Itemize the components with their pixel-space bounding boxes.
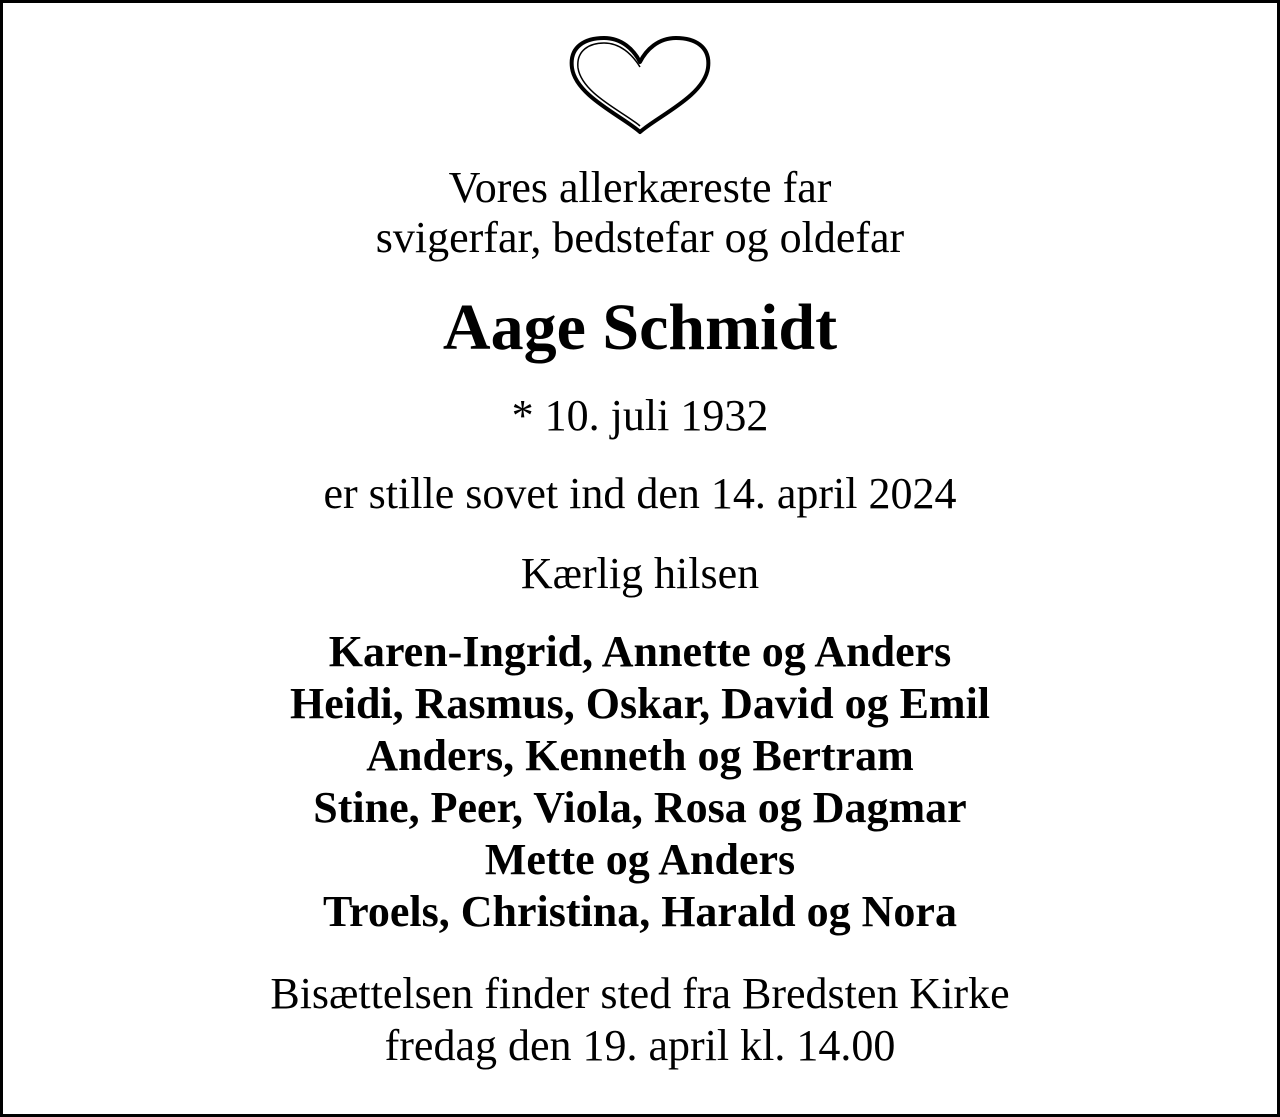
family-line: Troels, Christina, Harald og Nora <box>323 887 957 936</box>
family-line: Stine, Peer, Viola, Rosa og Dagmar <box>313 783 967 832</box>
service-line-1: Bisættelsen finder sted fra Bredsten Kirke <box>270 969 1010 1018</box>
greeting: Kærlig hilsen <box>520 549 760 598</box>
death-date: er stille sovet ind den 14. april 2024 <box>323 469 957 518</box>
family-line: Mette og Anders <box>484 835 796 884</box>
family-line: Anders, Kenneth og Bertram <box>366 731 914 780</box>
intro-line-1: Vores allerkæreste far <box>448 163 832 212</box>
deceased-name: Aage Schmidt <box>442 291 838 364</box>
intro-line-2: svigerfar, bedstefar og oldefar <box>375 213 905 262</box>
heart-outline-icon <box>566 34 714 138</box>
service-line-2: fredag den 19. april kl. 14.00 <box>384 1021 896 1070</box>
family-line: Heidi, Rasmus, Oskar, David og Emil <box>289 679 991 728</box>
family-line: Karen-Ingrid, Annette og Anders <box>328 627 952 676</box>
birth-date: * 10. juli 1932 <box>511 391 769 440</box>
